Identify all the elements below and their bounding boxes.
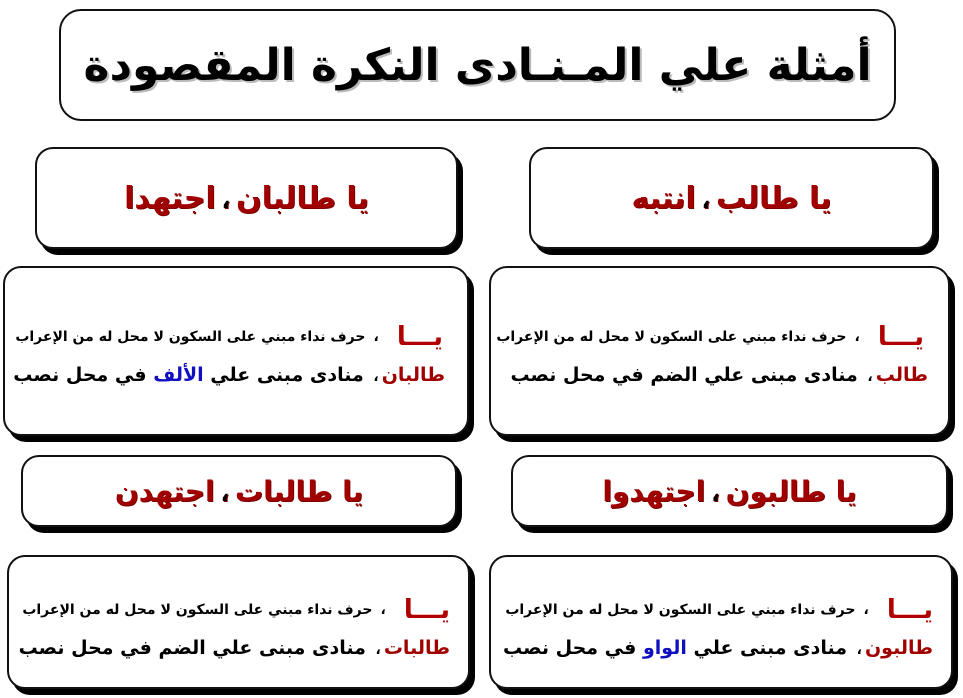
heading-sep: ،: [701, 188, 711, 214]
detail-line-munada: [13, 364, 445, 386]
heading-ya: يا: [809, 180, 832, 216]
detail-line-munada: [19, 637, 450, 659]
heading-word: طالبان: [236, 180, 336, 216]
detail-comma: ،: [856, 642, 862, 658]
detail-harf-text: حرف نداء مبني على السكون لا محل له من الإعراب: [22, 602, 373, 618]
detail-word: طالبون: [864, 637, 933, 659]
heading-taliboon: [602, 475, 856, 508]
detail-case-highlight: الواو: [642, 637, 687, 659]
detail-pre: منادى مبنى علي: [210, 364, 364, 386]
detail-post: في محل نصب: [18, 637, 152, 659]
heading-box-taliban: [35, 147, 458, 249]
detail-comma: ،: [373, 369, 379, 385]
heading-talibat: [115, 475, 363, 508]
heading-sep: ،: [711, 481, 720, 507]
detail-line-munada: [510, 364, 928, 386]
detail-harf-text: حرف نداء مبني على السكون لا محل له من الإعراب: [496, 329, 847, 345]
detail-ya: يـــا: [403, 595, 450, 625]
heading-ya: يا: [342, 474, 364, 508]
detail-case: الضم: [158, 637, 206, 659]
detail-post: في محل نصب: [503, 637, 637, 659]
detail-dot: ،: [373, 329, 379, 345]
detail-ya: يـــا: [877, 322, 924, 352]
heading-word: طالبات: [234, 474, 333, 508]
detail-post: في محل نصب: [510, 364, 644, 386]
detail-ya: يـــا: [886, 595, 933, 625]
detail-box-talib: [489, 266, 950, 436]
detail-ya: يـــا: [396, 322, 443, 352]
heading-verb: انتبه: [631, 180, 696, 216]
heading-ya: يا: [346, 180, 369, 216]
heading-talib: [631, 181, 831, 216]
detail-word: طالبات: [383, 637, 450, 659]
detail-line-harf: [22, 595, 450, 625]
detail-line-munada: [503, 637, 933, 659]
detail-pre: منادى مبنى علي: [212, 637, 366, 659]
detail-harf-text: حرف نداء مبني على السكون لا محل له من الإعراب: [505, 602, 856, 618]
detail-box-talibat: [7, 555, 470, 689]
title-box: [59, 9, 896, 121]
detail-box-taliban: [3, 266, 469, 436]
heading-box-talib: [529, 147, 934, 249]
heading-word: طالبون: [725, 474, 826, 508]
detail-line-harf: [15, 322, 443, 352]
detail-case-highlight: الألف: [153, 364, 204, 386]
heading-sep: ،: [220, 481, 229, 507]
heading-verb: اجتهدن: [114, 474, 215, 508]
detail-comma: ،: [867, 369, 873, 385]
heading-sep: ،: [221, 188, 231, 214]
heading-taliban: [124, 181, 369, 216]
detail-word: طالب: [875, 364, 928, 386]
heading-verb: اجتهدوا: [602, 474, 706, 508]
detail-pre: منادى مبنى علي: [693, 637, 847, 659]
detail-line-harf: [505, 595, 933, 625]
detail-word: طالبان: [381, 364, 445, 386]
detail-post: في محل نصب: [13, 364, 147, 386]
page-title: أمثلة علي المـنـادى النكرة المقصودة: [83, 39, 872, 91]
heading-box-talibat: [21, 455, 457, 527]
detail-line-harf: [496, 322, 924, 352]
detail-box-taliboon: [489, 555, 953, 689]
detail-comma: ،: [375, 642, 381, 658]
heading-ya: يا: [835, 474, 857, 508]
detail-pre: منادى مبنى علي: [704, 364, 858, 386]
detail-dot: ،: [380, 602, 386, 618]
detail-case: الضم: [650, 364, 698, 386]
detail-harf-text: حرف نداء مبني على السكون لا محل له من الإعراب: [15, 329, 366, 345]
heading-verb: اجتهدا: [124, 180, 216, 216]
heading-box-taliboon: [511, 455, 948, 527]
detail-dot: ،: [863, 602, 869, 618]
detail-dot: ،: [854, 329, 860, 345]
heading-word: طالب: [716, 180, 799, 216]
